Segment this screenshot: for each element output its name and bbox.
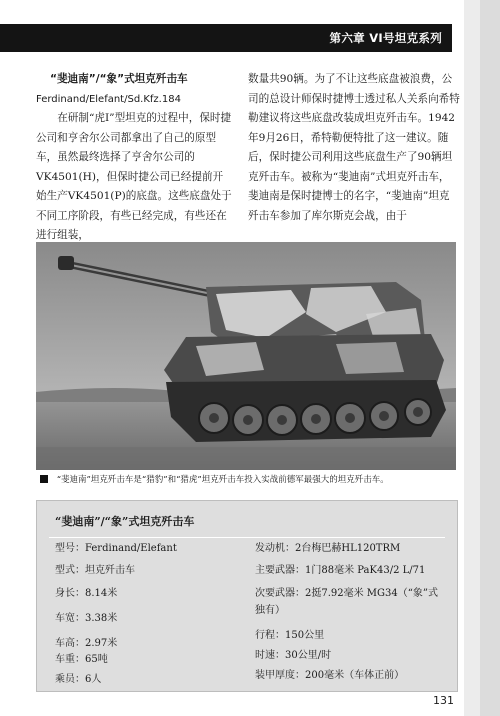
spec-left-4: 车高：2.97米 xyxy=(55,638,118,649)
spec-right-4: 行程：150公里 xyxy=(255,630,325,641)
spec-right-1: 主要武器：1门88毫米 PaK43/2 L/71 xyxy=(255,565,426,576)
spec-left-3: 车宽：3.38米 xyxy=(55,613,118,624)
spec-box xyxy=(36,500,458,692)
spec-box-title: “斐迪南”/“象”式坦克歼击车 xyxy=(55,515,195,528)
chapter-title: 第六章 VI号坦克系列 xyxy=(329,31,442,45)
left-text-column xyxy=(36,70,232,246)
photo-caption-text: “斐迪南”坦克歼击车是“猎豹”和“猎虎”坦克歼击车投入实战前德军最强大的坦克歼击车。 xyxy=(56,475,389,485)
spec-right-6: 装甲厚度：200毫米（车体正前） xyxy=(255,670,405,681)
spec-right-5: 时速：30公里/时 xyxy=(255,650,332,661)
spec-left-0: 型号：Ferdinand/Elefant xyxy=(55,543,177,554)
spec-left-2: 身长：8.14米 xyxy=(55,588,118,599)
spec-right-3: 独有） xyxy=(255,605,285,616)
spec-left-6: 乘员：6人 xyxy=(55,674,102,685)
spec-left-1: 型式：坦克歼击车 xyxy=(55,565,135,576)
spec-divider xyxy=(49,537,445,538)
book-spine-edge xyxy=(480,0,500,716)
spec-right-0: 发动机：2台梅巴赫HL120TRM xyxy=(255,543,401,554)
page-number: 131 xyxy=(433,694,454,707)
tank-destroyer-photo xyxy=(36,242,456,470)
caption-marker-icon xyxy=(40,475,48,483)
chapter-header-bar xyxy=(0,24,452,52)
photo-caption xyxy=(40,474,460,486)
right-text-column xyxy=(248,70,460,226)
left-paragraph: 在研制“虎Ⅰ”型坦克的过程中，保时捷公司和亨舍尔公司都拿出了自己的原型车，虽然最终选择了亨舍尔公司的VK4501(H)，但保时捷公司已经提前开始生产VK4501(P)的底盘。这些底盘处于不同工序阶段，有些已经完成，有些还在进行组装， xyxy=(36,112,232,241)
section-title: “斐迪南”/“象”式坦克歼击车 xyxy=(50,73,188,85)
spec-right-2: 次要武器：2挺7.92毫米 MG34（“象”式 xyxy=(255,588,438,599)
section-subtitle: Ferdinand/Elefant/Sd.Kfz.184 xyxy=(36,93,181,105)
right-paragraph: 数量共90辆。为了不让这些底盘被浪费，公司的总设计师保时捷博士透过私人关系向希特勒建议将这些底盘改装成坦克歼击车。1942年9月26日，希特勒便特批了这一建议。随后，保时捷公司利用这些底盘生产了90辆坦克歼击车。被称为“斐迪南”式坦克歼击车，斐迪南是保时捷博士的名字，“斐迪南”坦克歼击车参加了库尔斯克会战，由于 xyxy=(248,73,460,222)
spec-left-5: 车重：65吨 xyxy=(55,654,108,665)
